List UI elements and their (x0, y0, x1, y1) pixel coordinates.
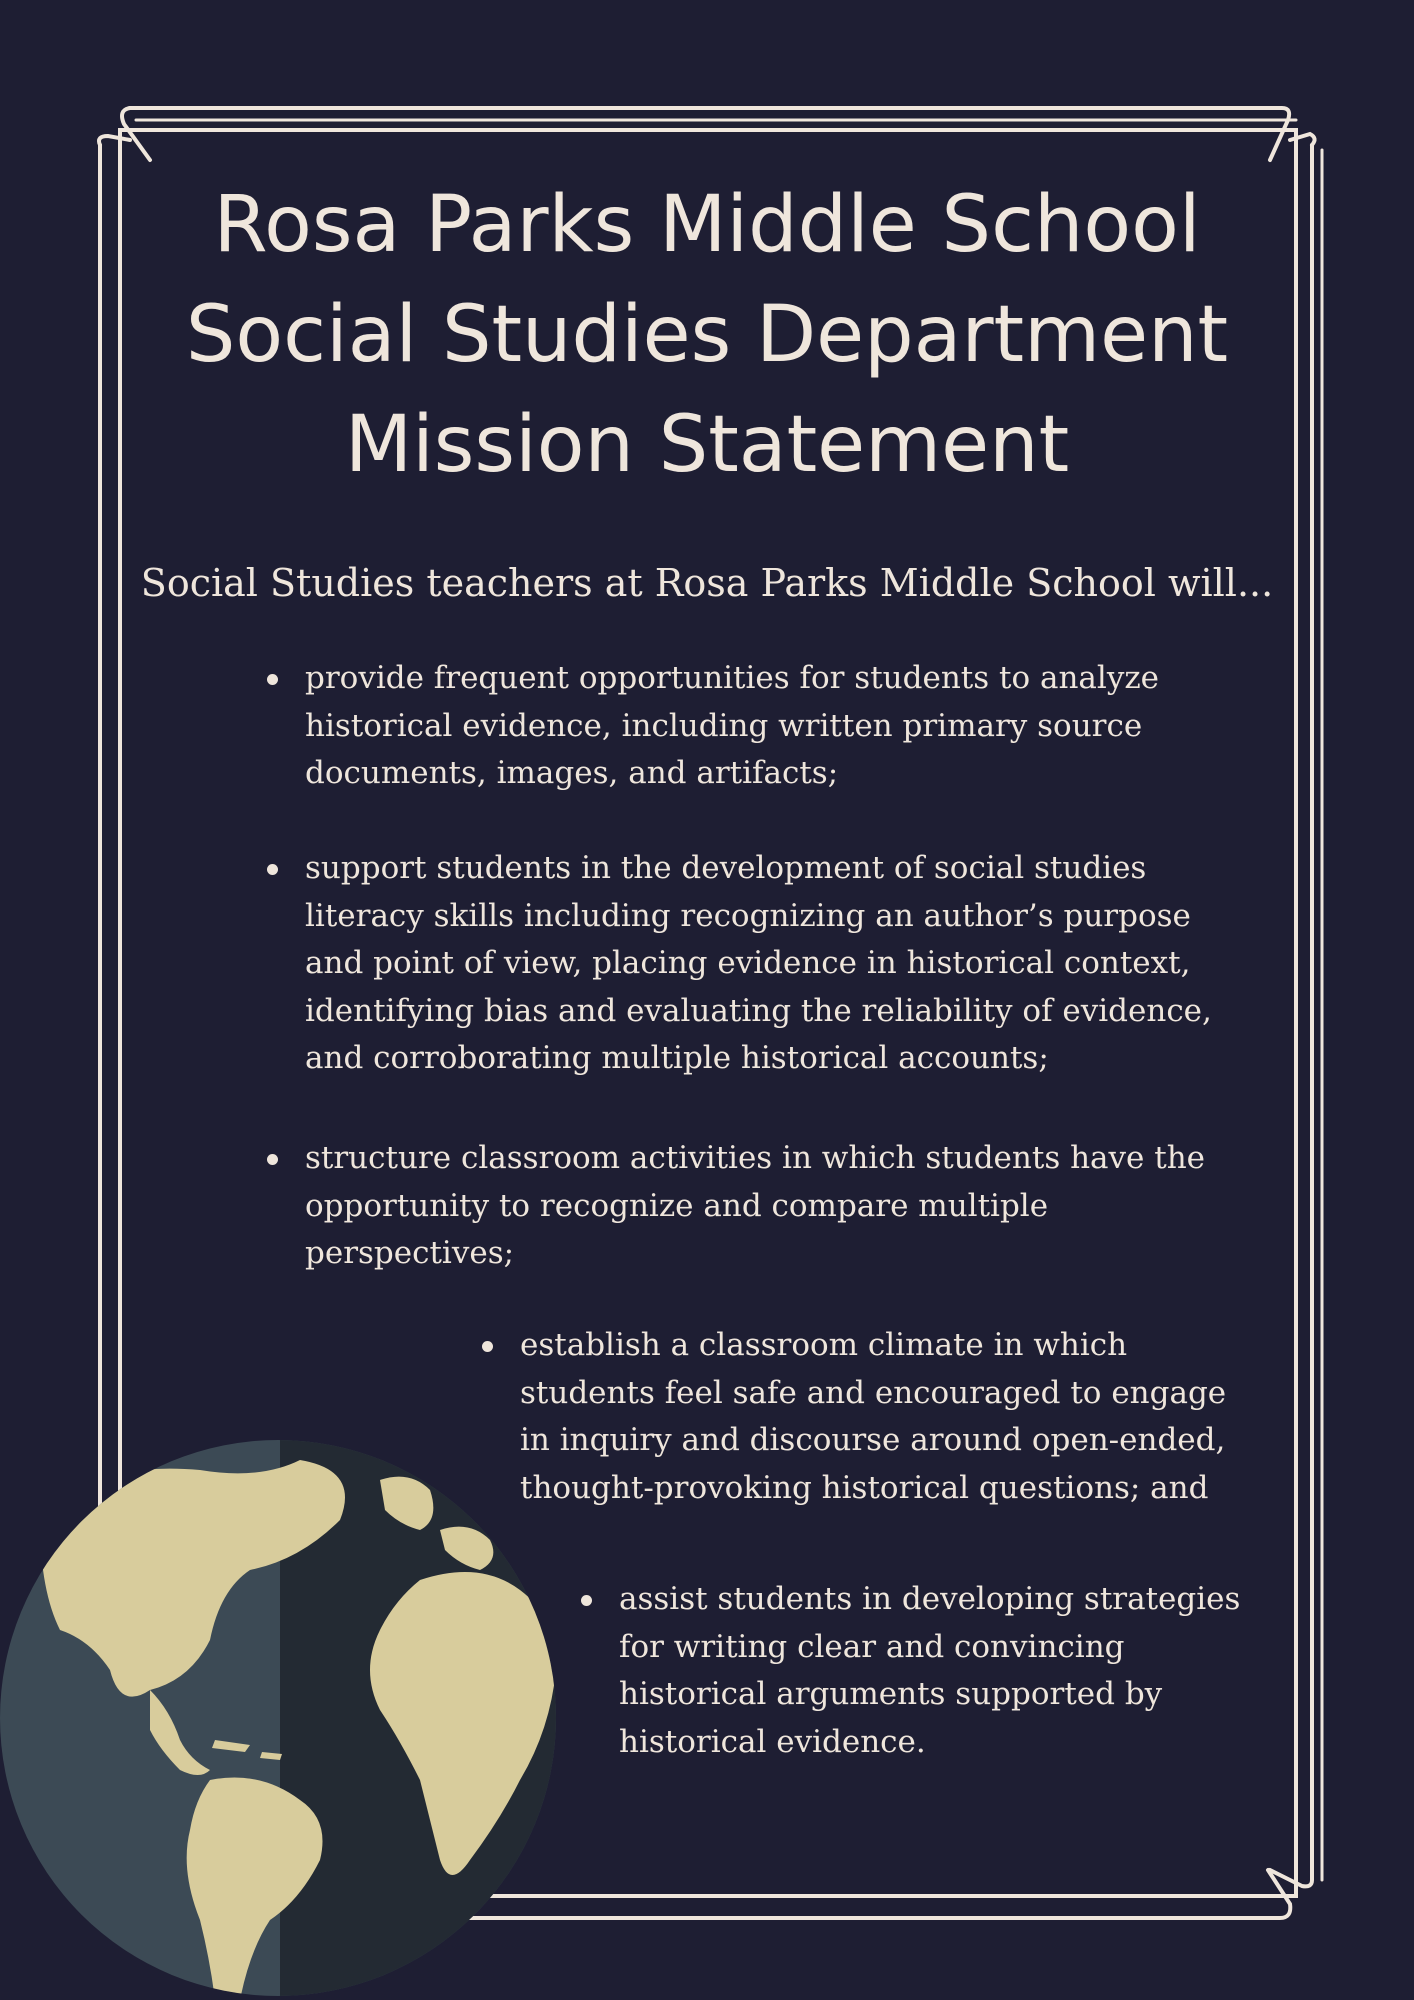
bullet-icon (581, 1595, 592, 1606)
item-line: historical evidence, including written primary source (305, 707, 1143, 744)
item-line: in inquiry and discourse around open-ended, (520, 1422, 1226, 1458)
intro-statement: Social Studies teachers at Rosa Parks Middle School will... (140, 561, 1274, 605)
item-line: students feel safe and encouraged to engage (520, 1374, 1227, 1411)
globe-icon (0, 1440, 562, 2000)
page-title (150, 170, 1264, 500)
title-line-2: Social Studies Department (185, 290, 1229, 380)
mission-list-item (305, 655, 1159, 798)
item-line: structure classroom activities in which students have the (305, 1140, 1206, 1176)
item-line: historical evidence. (619, 1723, 926, 1760)
item-line: establish a classroom climate in which (520, 1327, 1128, 1363)
mission-list-item (305, 845, 1212, 1083)
title-line-3: Mission Statement (344, 400, 1070, 490)
item-line: perspectives; (305, 1235, 515, 1271)
mission-list-item (619, 1576, 1240, 1766)
item-line: and point of view, placing evidence in historical context, (305, 945, 1191, 981)
bullet-icon (267, 674, 278, 685)
item-line: opportunity to recognize and compare multiple (305, 1187, 1049, 1224)
title-line-1: Rosa Parks Middle School (213, 180, 1201, 270)
bullet-icon (267, 1154, 278, 1165)
mission-list-item (520, 1322, 1226, 1512)
item-line: for writing clear and convincing (619, 1628, 1125, 1665)
item-line: historical arguments supported by (619, 1676, 1163, 1712)
item-line: thought-provoking historical questions; and (520, 1469, 1209, 1506)
bullet-icon (482, 1341, 493, 1352)
item-line: literacy skills including recognizing an author’s purpose (305, 897, 1191, 934)
item-line: support students in the development of social studies (305, 850, 1147, 886)
item-line: assist students in developing strategies (619, 1581, 1241, 1617)
mission-list-item (305, 1135, 1205, 1278)
item-line: documents, images, and artifacts; (305, 755, 839, 791)
item-line: identifying bias and evaluating the reliability of evidence, (305, 992, 1212, 1029)
item-line: provide frequent opportunities for students to analyze (305, 660, 1160, 696)
item-line: and corroborating multiple historical accounts; (305, 1040, 1049, 1076)
bullet-icon (267, 864, 278, 875)
